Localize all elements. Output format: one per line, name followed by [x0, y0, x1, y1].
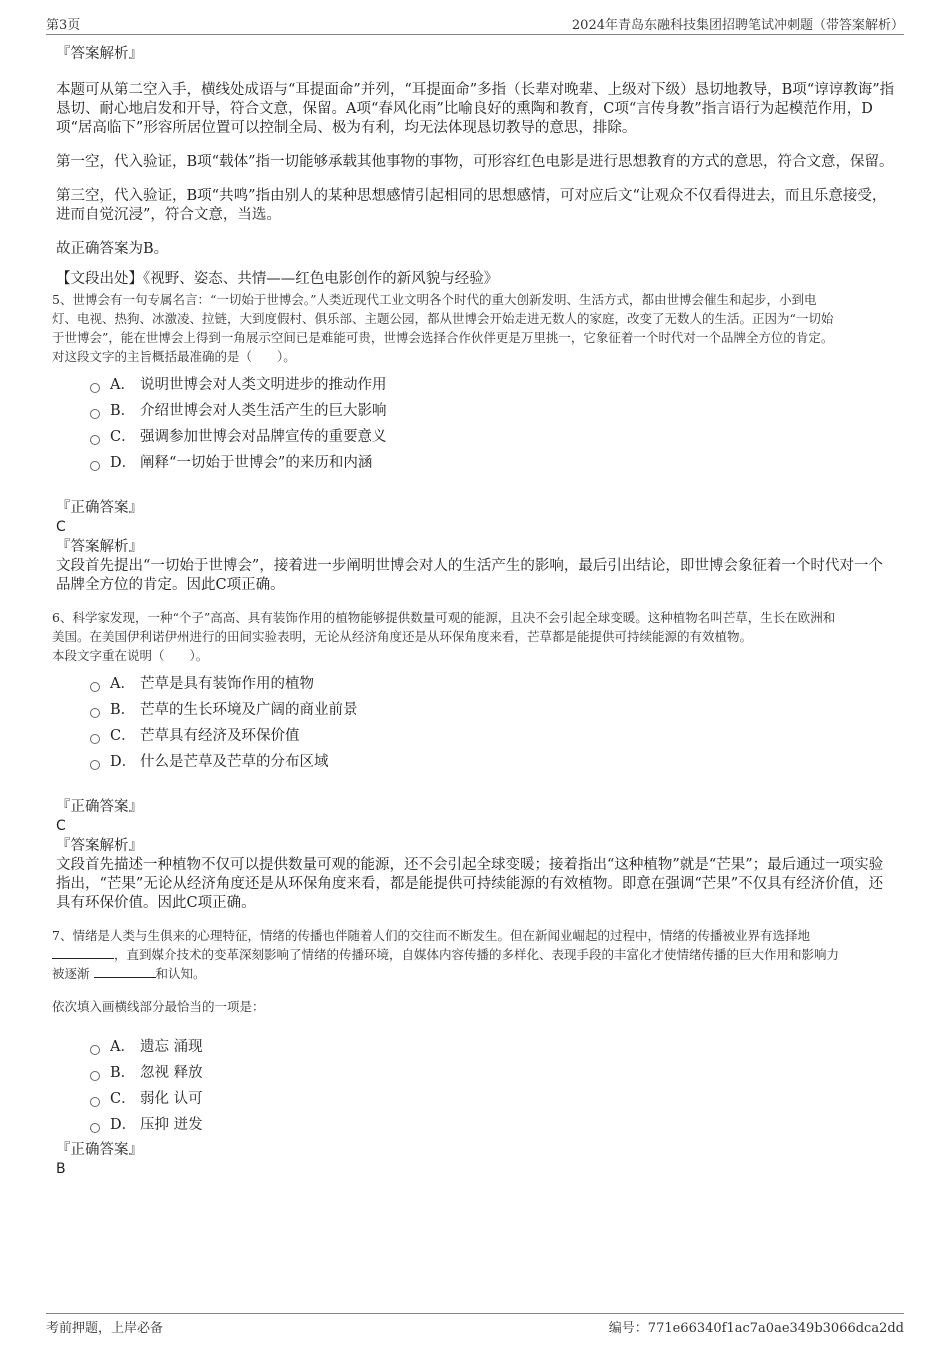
- q6-option-a[interactable]: A． 芒草是具有装饰作用的植物: [90, 671, 896, 697]
- q6-option-c[interactable]: C． 芒草具有经济及环保价值: [90, 723, 896, 749]
- q5-answer-label: 『正确答案』: [56, 500, 143, 516]
- q6-option-d[interactable]: D． 什么是芒草及芒草的分布区域: [90, 749, 896, 775]
- page-footer: [46, 1313, 904, 1339]
- radio-icon[interactable]: [90, 383, 100, 393]
- q6-stem-line3: 本段文字重在说明（ ）。: [52, 648, 209, 663]
- q7-option-c[interactable]: C． 弱化 认可: [90, 1086, 896, 1112]
- page-header: [46, 14, 904, 35]
- q7-answer-label: 『正确答案』: [56, 1142, 143, 1158]
- q6-stem-line2: 美国。在美国伊利诺伊州进行的田间实验表明，无论从经济角度还是从环保角度来看，芒草都是能提供可持续能源的有效植物。: [52, 629, 753, 644]
- fill-blank-2: [94, 965, 156, 978]
- q6-answer: C: [56, 818, 66, 834]
- q5-option-c[interactable]: C． 强调参加世博会对品牌宣传的重要意义: [90, 424, 896, 450]
- question-5: [52, 290, 896, 476]
- q4-analysis-p1: 本题可从第二空入手，横线处成语与“耳提面命”并列，“耳提面命”多指（长辈对晚辈、上级对下级）恳切地教导，B项“谆谆教诲”指恳切、耐心地启发和开导，符合文意，保留。A项“春风化雨”比喻良好的熏陶和教育，C项“言传身教”指言语行为起模范作用，D项“居高临下”形容所居位置可以控制全局、极为有利，均无法体现恳切教导的意思，排除。: [56, 82, 895, 136]
- q6-options: [90, 671, 896, 775]
- q7-option-a[interactable]: A． 遗忘 涌现: [90, 1034, 896, 1060]
- q4-analysis-p2: 第一空，代入验证，B项“载体”指一切能够承载其他事物的事物，可形容红色电影是进行思想教育的方式的意思，符合文意，保留。: [56, 154, 894, 170]
- q6-stem-line1: 6、科学家发现，一种“个子”高高、具有装饰作用的植物能够提供数量可观的能源，且决不会引起全球变暖。这种植物名叫芒草，生长在欧洲和: [52, 610, 836, 625]
- question-6: [52, 608, 896, 775]
- radio-icon[interactable]: [90, 1097, 100, 1107]
- q7-option-d[interactable]: D． 压抑 迸发: [90, 1112, 896, 1138]
- question-7: [52, 926, 896, 1138]
- radio-icon[interactable]: [90, 409, 100, 419]
- footer-slogan: 考前押题，上岸必备: [46, 1321, 164, 1336]
- q4-analysis-p3: 第三空，代入验证，B项“共鸣”指由别人的某种思想感情引起相同的思想感情，可对应后文“让观众不仅看得进去，而且乐意接受，进而自觉沉浸”，符合文意，当选。: [56, 188, 887, 223]
- q4-source: 【文段出处】《视野、姿态、共情——红色电影创作的新风貌与经验》: [56, 271, 499, 287]
- q7-options: [90, 1034, 896, 1138]
- q6-answer-label: 『正确答案』: [56, 799, 143, 815]
- q5-stem-line1: 5、世博会有一句专属名言：“一切始于世博会。”人类近现代工业文明各个时代的重大创新发明、生活方式，都由世博会催生和起步，小到电: [52, 292, 817, 307]
- radio-icon[interactable]: [90, 435, 100, 445]
- radio-icon[interactable]: [90, 734, 100, 744]
- radio-icon[interactable]: [90, 461, 100, 471]
- radio-icon[interactable]: [90, 1045, 100, 1055]
- q7-stem-line3: 被逐渐 和认知。: [52, 966, 206, 981]
- q5-options: [90, 372, 896, 476]
- radio-icon[interactable]: [90, 760, 100, 770]
- q5-option-b[interactable]: B． 介绍世博会对人类生活产生的巨大影响: [90, 398, 896, 424]
- radio-icon[interactable]: [90, 1071, 100, 1081]
- q7-option-b[interactable]: B． 忽视 释放: [90, 1060, 896, 1086]
- q6-option-b[interactable]: B． 芒草的生长环境及广阔的商业前景: [90, 697, 896, 723]
- q4-conclusion: 故正确答案为B。: [56, 241, 169, 257]
- radio-icon[interactable]: [90, 1123, 100, 1133]
- q7-stem-line1: 7、情绪是人类与生俱来的心理特征，情绪的传播也伴随着人们的交往而不断发生。但在新闻业崛起的过程中，情绪的传播被业界有选择地: [52, 928, 810, 943]
- q5-stem-line3: 于世博会”，能在世博会上得到一角展示空间已是难能可贵，世博会选择合作伙伴更是万里挑一，它象征着一个时代对一个品牌全方位的肯定。: [52, 330, 834, 345]
- q5-option-a[interactable]: A． 说明世博会对人类文明进步的推动作用: [90, 372, 896, 398]
- q5-analysis: 文段首先提出“一切始于世博会”，接着进一步阐明世博会对人的生活产生的影响，最后引出结论，即世博会象征着一个时代对一个品牌全方位的肯定。因此C项正确。: [56, 558, 883, 593]
- q7-prompt: 依次填入画横线部分最恰当的一项是：: [52, 999, 265, 1014]
- q5-stem-line2: 灯、电视、热狗、冰激凌、拉链，大到度假村、俱乐部、主题公园，都从世博会开始走进无数人的家庭，改变了无数人的生活。正因为“一切始: [52, 311, 834, 326]
- q6-analysis-label: 『答案解析』: [56, 838, 143, 854]
- q6-analysis: 文段首先描述一种植物不仅可以提供数量可观的能源，还不会引起全球变暖；接着指出“这种植物”就是“芒果”；最后通过一项实验指出，“芒果”无论从经济角度还是从环保角度来看，都是能提供可持续能源的有效植物。即意在强调“芒果”不仅具有经济价值，还具有环保价值。因此C项正确。: [56, 857, 884, 911]
- q7-stem-line2: ，直到媒介技术的变革深刻影响了情绪的传播环境，自媒体内容传播的多样化、表现手段的丰富化才使情绪传播的巨大作用和影响力: [52, 945, 896, 964]
- document-title: 2024年青岛东融科技集团招聘笔试冲刺题（带答案解析）: [571, 18, 904, 33]
- q5-analysis-label: 『答案解析』: [56, 539, 143, 555]
- page-content: [52, 44, 896, 1179]
- page-number: 第3页: [46, 18, 81, 33]
- radio-icon[interactable]: [90, 682, 100, 692]
- q7-answer: B: [56, 1161, 66, 1177]
- footer-serial: 编号：771e66340f1ac7a0ae349b3066dca2dd: [608, 1321, 904, 1336]
- q4-analysis-label: 『答案解析』: [56, 46, 143, 62]
- q5-stem-line4: 对这段文字的主旨概括最准确的是（ ）。: [52, 349, 296, 364]
- fill-blank-1: [52, 946, 114, 959]
- q5-option-d[interactable]: D． 阐释“一切始于世博会”的来历和内涵: [90, 450, 896, 476]
- q5-answer: C: [56, 519, 66, 535]
- radio-icon[interactable]: [90, 708, 100, 718]
